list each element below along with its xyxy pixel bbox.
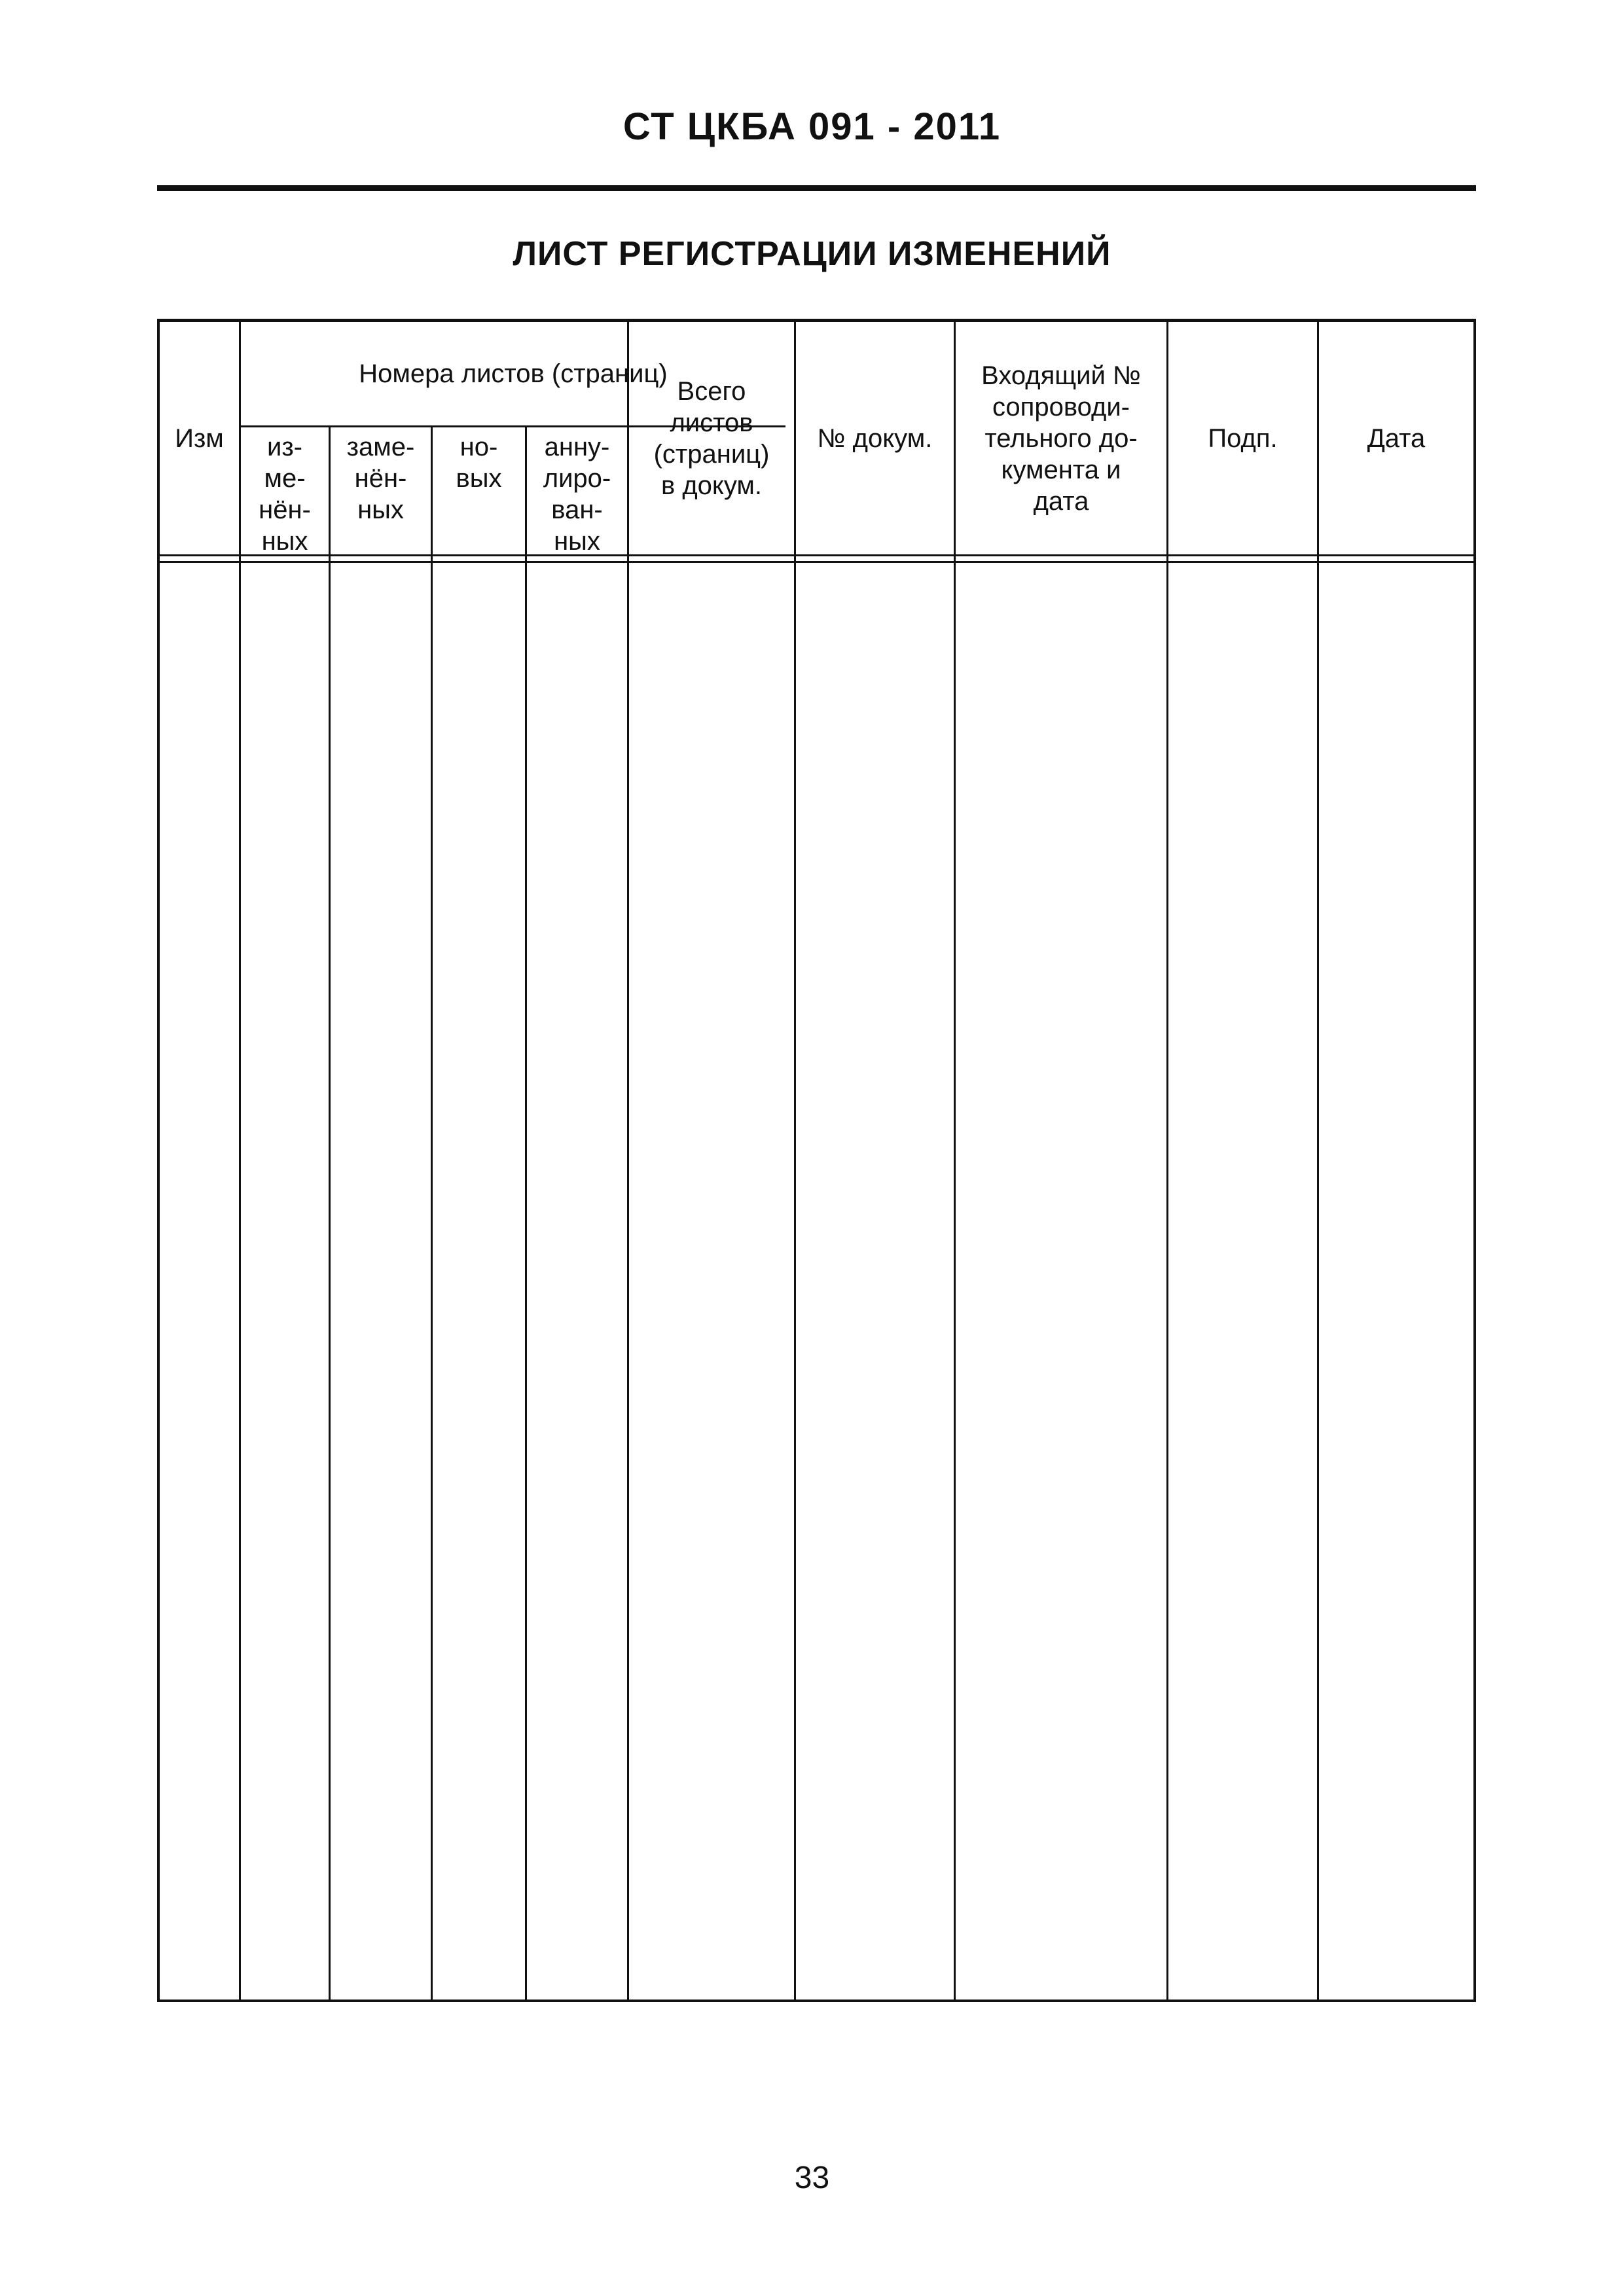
table-border-right	[1473, 319, 1476, 2002]
column-line	[329, 425, 331, 2002]
header-divider	[157, 554, 1476, 556]
change-registration-table	[157, 319, 1476, 2002]
column-line	[239, 319, 241, 2002]
header-annulled: анну- лиро- ван- ных	[543, 433, 611, 556]
sheet-title: ЛИСТ РЕГИСТРАЦИИ ИЗМЕНЕНИЙ	[513, 235, 1111, 273]
column-line	[525, 425, 527, 2002]
page-number: 33	[794, 2161, 830, 2195]
header-new: но- вых	[456, 433, 502, 493]
column-line	[1317, 319, 1319, 2002]
table-border-bottom	[157, 2000, 1476, 2002]
column-line	[1166, 319, 1168, 2002]
header-rule	[157, 185, 1476, 191]
header-incoming-document: Входящий № сопроводи- тельного до- кумента и дата	[981, 361, 1141, 516]
column-line	[627, 319, 629, 2002]
header-sheet-numbers: Номера листов (страниц)	[359, 359, 668, 388]
doc-code: СТ ЦКБА 091 - 2011	[623, 105, 1001, 148]
header-izm: Изм	[175, 423, 224, 453]
header-changed: из- ме- нён- ных	[259, 433, 311, 556]
column-line	[431, 425, 433, 2002]
header-total-sheets: Всего листов (страниц) в докум.	[653, 376, 770, 500]
header-divider-second	[157, 561, 1476, 563]
table-border-left	[157, 319, 160, 2002]
header-doc-number: № докум.	[817, 423, 933, 453]
column-line	[794, 319, 796, 2002]
header-signature: Подп.	[1208, 423, 1278, 453]
header-replaced: заме- нён- ных	[346, 433, 415, 524]
column-line	[954, 319, 956, 2002]
header-date: Дата	[1367, 423, 1426, 453]
